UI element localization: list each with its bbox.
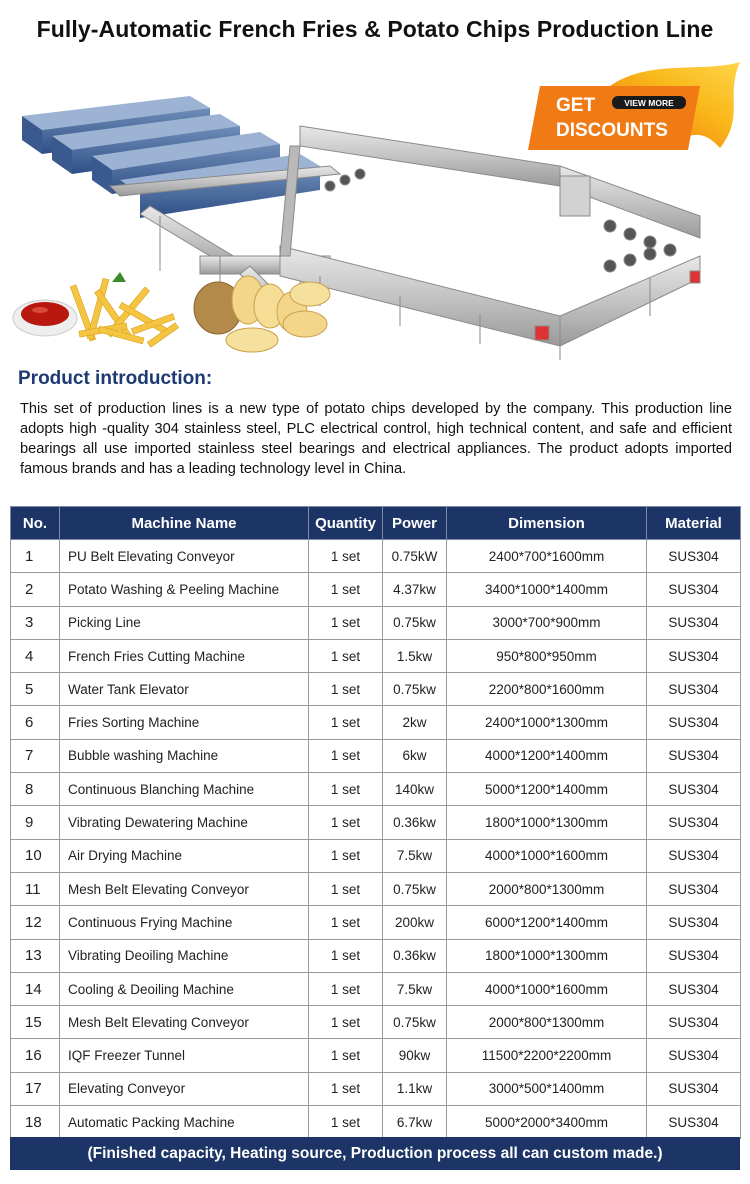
cell-material: SUS304 <box>647 1106 741 1139</box>
cell-power: 0.75kw <box>383 872 447 905</box>
cell-quantity: 1 set <box>309 872 383 905</box>
cell-material: SUS304 <box>647 939 741 972</box>
cell-material: SUS304 <box>647 1006 741 1039</box>
column-header: Power <box>383 507 447 540</box>
cell-dimension: 950*800*950mm <box>447 639 647 672</box>
cell-power: 0.36kw <box>383 806 447 839</box>
column-header: No. <box>11 507 60 540</box>
cell-power: 0.75kw <box>383 1006 447 1039</box>
cell-quantity: 1 set <box>309 540 383 573</box>
cell-no: 10 <box>11 839 60 872</box>
cell-material: SUS304 <box>647 1039 741 1072</box>
cell-dimension: 2000*800*1300mm <box>447 1006 647 1039</box>
table-row <box>11 1039 741 1072</box>
cell-power: 0.36kw <box>383 939 447 972</box>
table-row <box>11 773 741 806</box>
table-row <box>11 906 741 939</box>
table-row <box>11 606 741 639</box>
product-introduction-text: This set of production lines is a new type of potato chips developed by the company. This production line adopts high -quality 304 stainless steel, PLC electrical control, high technical content, and safe and efficient bearings all use imported stainless steel bearings and electrical appliances. The product adopts imported famous brands and has a leading technology level in China. <box>20 401 732 477</box>
cell-material: SUS304 <box>647 872 741 905</box>
cell-power: 1.1kw <box>383 1072 447 1105</box>
cell-no: 18 <box>11 1106 60 1139</box>
cell-no: 17 <box>11 1072 60 1105</box>
french-fries <box>70 272 178 347</box>
cell-quantity: 1 set <box>309 1006 383 1039</box>
cell-machine-name: IQF Freezer Tunnel <box>60 1039 309 1072</box>
machine-spec-table <box>10 506 741 1139</box>
table-row <box>11 872 741 905</box>
cell-material: SUS304 <box>647 1072 741 1105</box>
cell-power: 6kw <box>383 739 447 772</box>
cell-quantity: 1 set <box>309 939 383 972</box>
cell-dimension: 2000*800*1300mm <box>447 872 647 905</box>
cell-quantity: 1 set <box>309 739 383 772</box>
cell-machine-name: Vibrating Dewatering Machine <box>60 806 309 839</box>
cell-quantity: 1 set <box>309 1072 383 1105</box>
table-row <box>11 673 741 706</box>
cell-no: 2 <box>11 573 60 606</box>
cell-machine-name: Continuous Blanching Machine <box>60 773 309 806</box>
cell-machine-name: Potato Washing & Peeling Machine <box>60 573 309 606</box>
table-row <box>11 1006 741 1039</box>
cell-dimension: 1800*1000*1300mm <box>447 806 647 839</box>
cell-dimension: 2400*1000*1300mm <box>447 706 647 739</box>
cell-quantity: 1 set <box>309 573 383 606</box>
cell-dimension: 4000*1000*1600mm <box>447 972 647 1005</box>
cell-quantity: 1 set <box>309 606 383 639</box>
cell-no: 6 <box>11 706 60 739</box>
cell-power: 200kw <box>383 906 447 939</box>
cell-material: SUS304 <box>647 806 741 839</box>
cell-dimension: 5000*1200*1400mm <box>447 773 647 806</box>
table-row <box>11 839 741 872</box>
cell-quantity: 1 set <box>309 773 383 806</box>
cell-material: SUS304 <box>647 906 741 939</box>
cell-dimension: 3000*500*1400mm <box>447 1072 647 1105</box>
cell-quantity: 1 set <box>309 1039 383 1072</box>
cell-machine-name: Fries Sorting Machine <box>60 706 309 739</box>
cell-power: 2kw <box>383 706 447 739</box>
cell-power: 0.75kw <box>383 606 447 639</box>
cell-no: 12 <box>11 906 60 939</box>
table-row <box>11 573 741 606</box>
potato-chips <box>194 276 330 352</box>
cell-power: 4.37kw <box>383 573 447 606</box>
table-row <box>11 1072 741 1105</box>
cell-machine-name: Bubble washing Machine <box>60 739 309 772</box>
cell-machine-name: Mesh Belt Elevating Conveyor <box>60 1006 309 1039</box>
table-row <box>11 739 741 772</box>
cell-quantity: 1 set <box>309 972 383 1005</box>
cell-no: 14 <box>11 972 60 1005</box>
cell-quantity: 1 set <box>309 906 383 939</box>
cell-material: SUS304 <box>647 606 741 639</box>
cell-material: SUS304 <box>647 739 741 772</box>
cell-power: 90kw <box>383 1039 447 1072</box>
column-header: Quantity <box>309 507 383 540</box>
promo-discounts-text: DISCOUNTS <box>556 120 668 141</box>
table-row <box>11 806 741 839</box>
promo-get-text: GET <box>556 95 596 116</box>
cell-material: SUS304 <box>647 773 741 806</box>
cell-dimension: 2200*800*1600mm <box>447 673 647 706</box>
cell-dimension: 3000*700*900mm <box>447 606 647 639</box>
cell-material: SUS304 <box>647 639 741 672</box>
table-row <box>11 1106 741 1139</box>
ketchup-dish <box>13 300 77 336</box>
cell-power: 7.5kw <box>383 972 447 1005</box>
cell-no: 16 <box>11 1039 60 1072</box>
cell-machine-name: Picking Line <box>60 606 309 639</box>
discount-banner[interactable] <box>528 62 740 150</box>
cell-machine-name: Continuous Frying Machine <box>60 906 309 939</box>
cell-no: 3 <box>11 606 60 639</box>
cell-machine-name: Mesh Belt Elevating Conveyor <box>60 872 309 905</box>
cell-machine-name: Vibrating Deoiling Machine <box>60 939 309 972</box>
cell-machine-name: Cooling & Deoiling Machine <box>60 972 309 1005</box>
cell-dimension: 11500*2200*2200mm <box>447 1039 647 1072</box>
cell-material: SUS304 <box>647 972 741 1005</box>
page-title: Fully-Automatic French Fries & Potato Chips Production Line <box>36 16 714 42</box>
cell-no: 4 <box>11 639 60 672</box>
view-more-button[interactable]: VIEW MORE <box>624 98 674 108</box>
cell-no: 1 <box>11 540 60 573</box>
cell-machine-name: Water Tank Elevator <box>60 673 309 706</box>
cell-machine-name: Air Drying Machine <box>60 839 309 872</box>
cell-quantity: 1 set <box>309 839 383 872</box>
cell-dimension: 4000*1200*1400mm <box>447 739 647 772</box>
cell-no: 5 <box>11 673 60 706</box>
table-row <box>11 540 741 573</box>
table-header <box>11 507 741 540</box>
cell-quantity: 1 set <box>309 706 383 739</box>
cell-dimension: 3400*1000*1400mm <box>447 573 647 606</box>
cell-power: 1.5kw <box>383 639 447 672</box>
production-line-image <box>0 56 750 360</box>
cell-quantity: 1 set <box>309 806 383 839</box>
cell-machine-name: Elevating Conveyor <box>60 1072 309 1105</box>
cell-material: SUS304 <box>647 573 741 606</box>
cell-dimension: 2400*700*1600mm <box>447 540 647 573</box>
custom-note-bar: (Finished capacity, Heating source, Production process all can custom made.) <box>10 1137 740 1170</box>
cell-no: 13 <box>11 939 60 972</box>
table-row <box>11 639 741 672</box>
table-row <box>11 972 741 1005</box>
cell-no: 15 <box>11 1006 60 1039</box>
cell-material: SUS304 <box>647 673 741 706</box>
cell-machine-name: French Fries Cutting Machine <box>60 639 309 672</box>
cell-no: 7 <box>11 739 60 772</box>
table-row <box>11 939 741 972</box>
cell-no: 9 <box>11 806 60 839</box>
cell-material: SUS304 <box>647 706 741 739</box>
cell-power: 140kw <box>383 773 447 806</box>
table-row <box>11 706 741 739</box>
cell-power: 6.7kw <box>383 1106 447 1139</box>
cell-no: 11 <box>11 872 60 905</box>
cell-dimension: 6000*1200*1400mm <box>447 906 647 939</box>
cell-power: 7.5kw <box>383 839 447 872</box>
cell-dimension: 1800*1000*1300mm <box>447 939 647 972</box>
column-header: Material <box>647 507 741 540</box>
product-introduction-heading: Product introduction: <box>18 368 213 389</box>
cell-power: 0.75kW <box>383 540 447 573</box>
freezer-tunnels <box>22 96 320 218</box>
cell-quantity: 1 set <box>309 639 383 672</box>
cell-power: 0.75kw <box>383 673 447 706</box>
frying-loop <box>280 126 700 360</box>
cell-quantity: 1 set <box>309 1106 383 1139</box>
cell-quantity: 1 set <box>309 673 383 706</box>
cell-material: SUS304 <box>647 839 741 872</box>
column-header: Dimension <box>447 507 647 540</box>
cell-dimension: 4000*1000*1600mm <box>447 839 647 872</box>
cell-material: SUS304 <box>647 540 741 573</box>
cell-no: 8 <box>11 773 60 806</box>
cell-machine-name: Automatic Packing Machine <box>60 1106 309 1139</box>
column-header: Machine Name <box>60 507 309 540</box>
cell-dimension: 5000*2000*3400mm <box>447 1106 647 1139</box>
cell-machine-name: PU Belt Elevating Conveyor <box>60 540 309 573</box>
